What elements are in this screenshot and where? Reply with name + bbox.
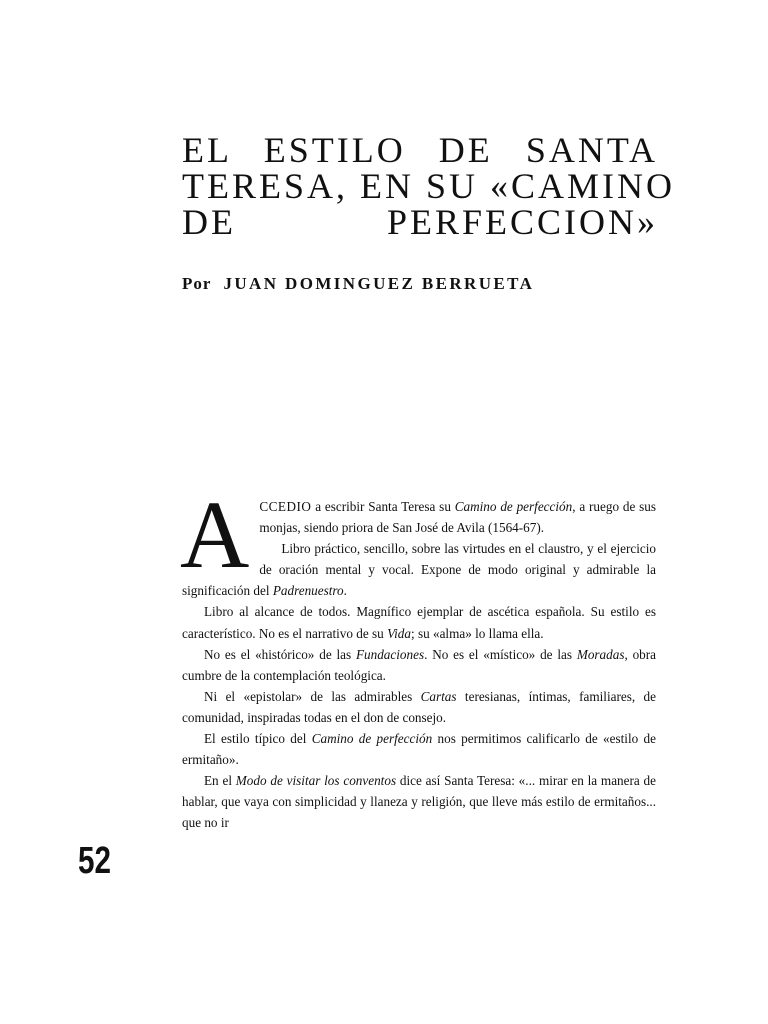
title-line-1: EL ESTILO DE SANTA [182,130,658,170]
byline [182,274,658,294]
paragraph-1: CCEDIO a escribir Santa Teresa su Camino de perfección, a ruego de sus monjas, siendo priora de San José de Avila (1564-67). [259,499,657,536]
paragraph-3: Libro al alcance de todos. Magnífico ejemplar de ascética española. Su estilo es característico. No es el narrativo de su Vida; su «alma» lo llama ella. [182,604,656,641]
title-line-3: DE PERFECCION» [182,202,658,242]
paragraph-6: El estilo típico del Camino de perfección nos permitimos calificarlo de «estilo de ermitaño». [182,731,656,768]
drop-cap: A [180,481,250,588]
paragraph-7: En el Modo de visitar los conventos dice así Santa Teresa: «... mirar en la manera de hablar, que vaya con simplicidad y llaneza y religión, que lleve más estilo de ermitaños... que no ir [182,773,656,831]
author-name: JUAN DOMINGUEZ BERRUETA [223,274,535,293]
title-line-2: TERESA, EN SU «CAMINO [182,166,676,206]
article-title [182,130,676,242]
paragraph-4: No es el «histórico» de las Fundaciones. No es el «místico» de las Moradas, obra cumbre de la contemplación teológica. [182,646,656,683]
page-number: 52 [78,840,111,882]
byline-prefix: Por [182,274,212,293]
paragraph-2: Libro práctico, sencillo, sobre las virtudes en el claustro, y el ejercicio de oración mental y vocal. Expone de modo original y admirable la significación del Padrenuestro. [182,541,656,599]
article-body [180,481,657,834]
paragraph-5: Ni el «epistolar» de las admirables Cartas teresianas, íntimas, familiares, de comunidad, inspiradas todas en el don de consejo. [182,688,656,725]
